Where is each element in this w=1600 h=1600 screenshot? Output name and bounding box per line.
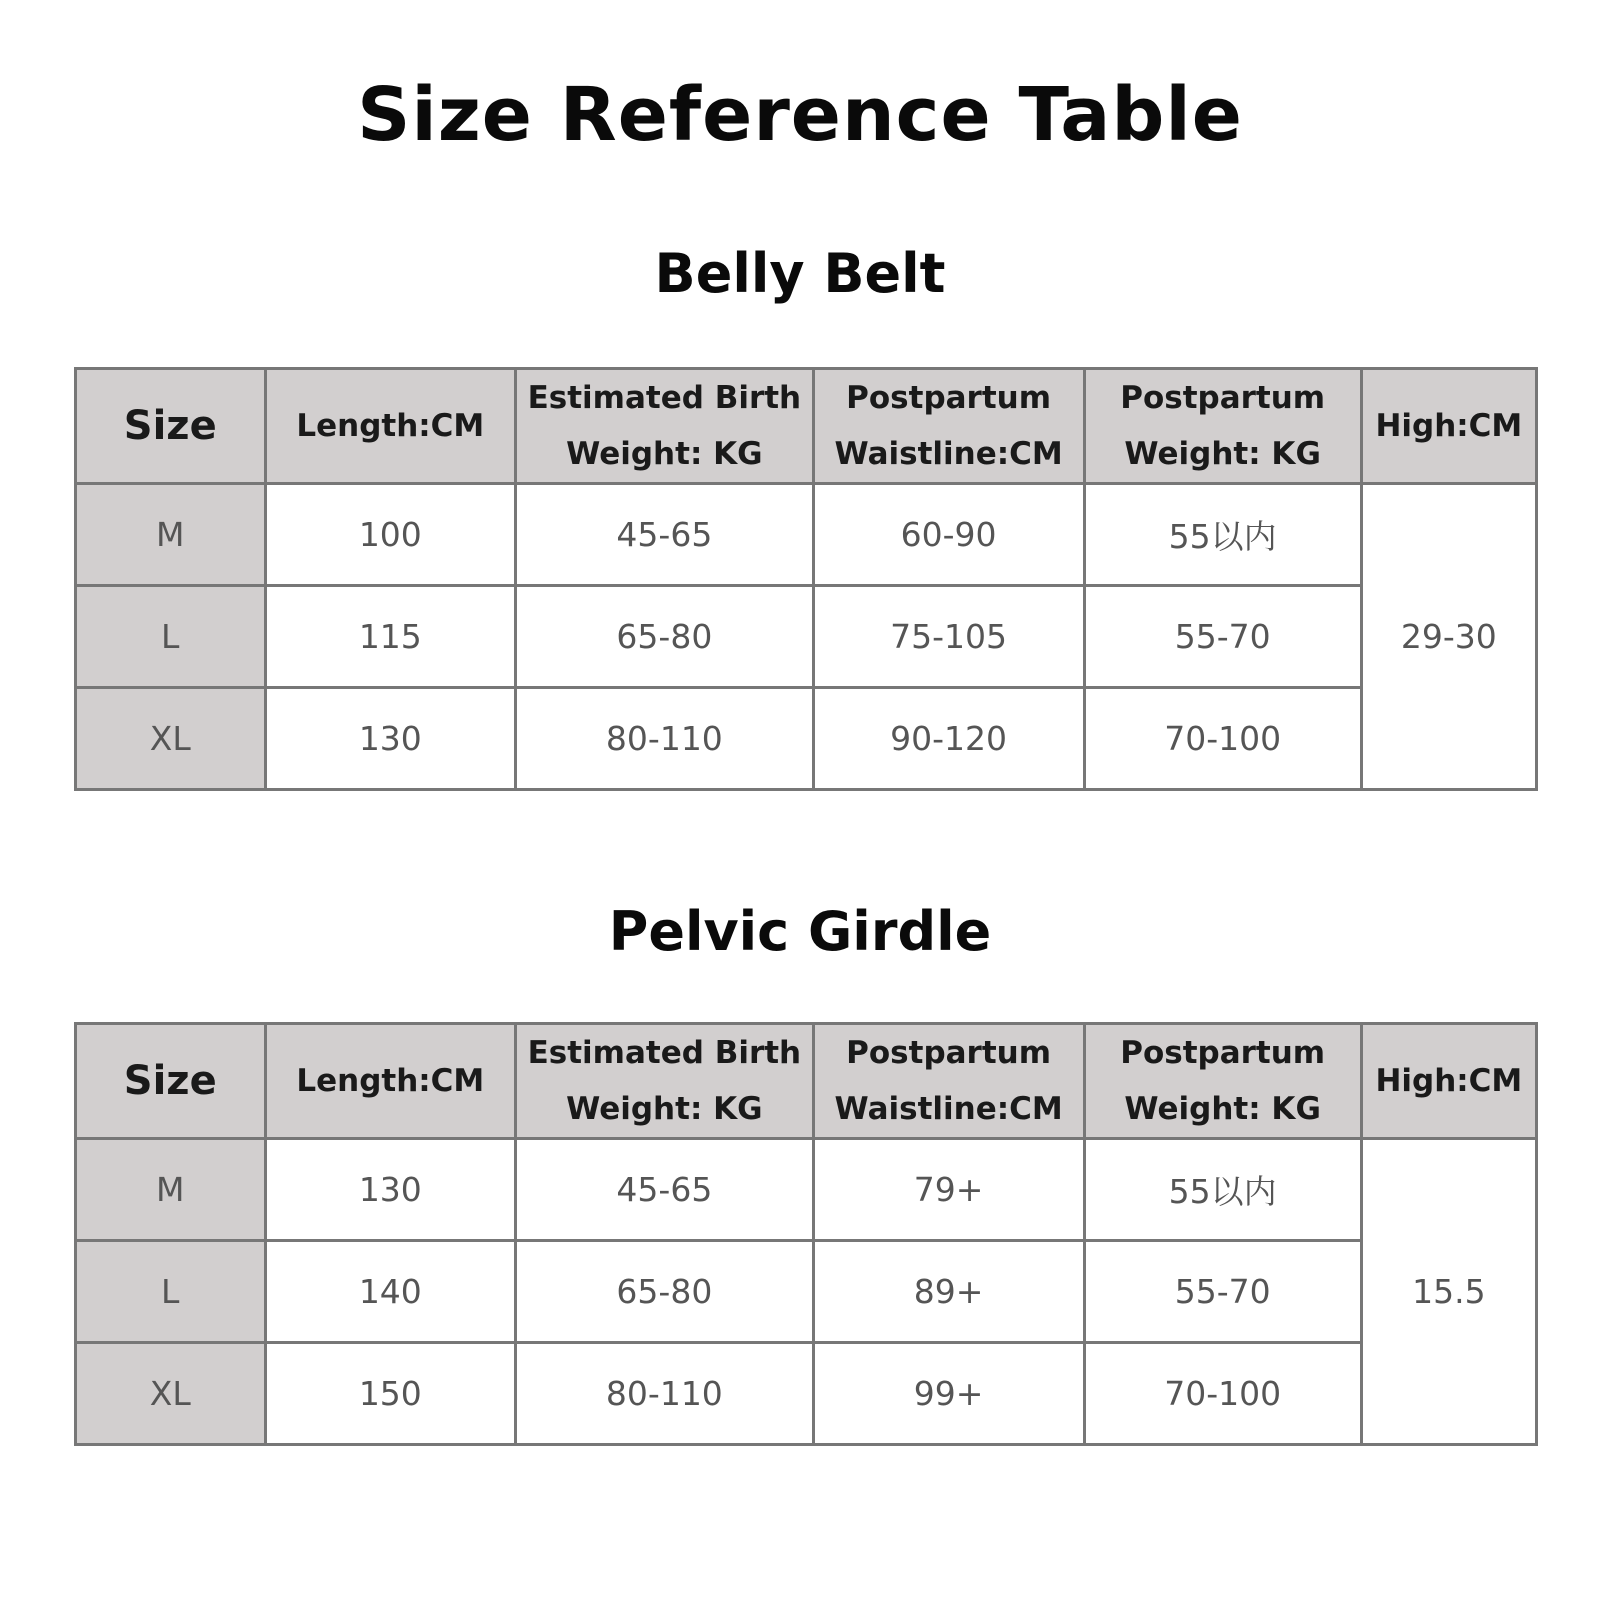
high-cell: 29-30	[1361, 484, 1536, 790]
belly-belt-table	[74, 367, 1538, 791]
length-cell: 100	[265, 484, 516, 586]
postpartum-weight-cell: 55以内	[1084, 1139, 1361, 1241]
header-size: Size	[76, 1024, 266, 1139]
postpartum-weight-cell: 55以内	[1084, 484, 1361, 586]
length-cell: 150	[265, 1343, 516, 1445]
header-postpartum-weight: Postpartum Weight: KG	[1084, 369, 1361, 484]
header-length: Length:CM	[265, 369, 516, 484]
birth-weight-cell: 45-65	[516, 484, 813, 586]
waistline-cell: 90-120	[813, 688, 1084, 790]
pelvic-girdle-heading: Pelvic Girdle	[608, 900, 992, 963]
birth-weight-cell: 80-110	[516, 1343, 813, 1445]
length-cell: 140	[265, 1241, 516, 1343]
table-row	[76, 688, 1537, 790]
birth-weight-cell: 80-110	[516, 688, 813, 790]
table-row	[76, 1241, 1537, 1343]
waistline-cell: 75-105	[813, 586, 1084, 688]
waistline-cell: 60-90	[813, 484, 1084, 586]
header-estimated-birth-weight: Estimated Birth Weight: KG	[516, 1024, 813, 1139]
table-row	[76, 1139, 1537, 1241]
postpartum-weight-cell: 55-70	[1084, 1241, 1361, 1343]
size-cell: L	[76, 1241, 266, 1343]
length-cell: 130	[265, 688, 516, 790]
waistline-cell: 79+	[813, 1139, 1084, 1241]
header-postpartum-waistline: Postpartum Waistline:CM	[813, 1024, 1084, 1139]
birth-weight-cell: 65-80	[516, 1241, 813, 1343]
postpartum-weight-cell: 55-70	[1084, 586, 1361, 688]
size-cell: XL	[76, 688, 266, 790]
high-cell: 15.5	[1361, 1139, 1536, 1445]
header-estimated-birth-weight: Estimated Birth Weight: KG	[516, 369, 813, 484]
size-cell: M	[76, 484, 266, 586]
postpartum-weight-cell: 70-100	[1084, 688, 1361, 790]
header-size: Size	[76, 369, 266, 484]
length-cell: 130	[265, 1139, 516, 1241]
table-row	[76, 1343, 1537, 1445]
pelvic-girdle-table	[74, 1022, 1538, 1446]
table-header-row	[76, 369, 1537, 484]
table-header-row	[76, 1024, 1537, 1139]
size-cell: L	[76, 586, 266, 688]
page-title: Size Reference Table	[357, 72, 1243, 158]
header-high: High:CM	[1361, 369, 1536, 484]
waistline-cell: 89+	[813, 1241, 1084, 1343]
length-cell: 115	[265, 586, 516, 688]
size-cell: M	[76, 1139, 266, 1241]
belly-belt-heading: Belly Belt	[654, 242, 946, 305]
birth-weight-cell: 45-65	[516, 1139, 813, 1241]
size-cell: XL	[76, 1343, 266, 1445]
header-postpartum-weight: Postpartum Weight: KG	[1084, 1024, 1361, 1139]
birth-weight-cell: 65-80	[516, 586, 813, 688]
header-postpartum-waistline: Postpartum Waistline:CM	[813, 369, 1084, 484]
waistline-cell: 99+	[813, 1343, 1084, 1445]
header-high: High:CM	[1361, 1024, 1536, 1139]
table-row	[76, 586, 1537, 688]
header-length: Length:CM	[265, 1024, 516, 1139]
postpartum-weight-cell: 70-100	[1084, 1343, 1361, 1445]
table-row	[76, 484, 1537, 586]
